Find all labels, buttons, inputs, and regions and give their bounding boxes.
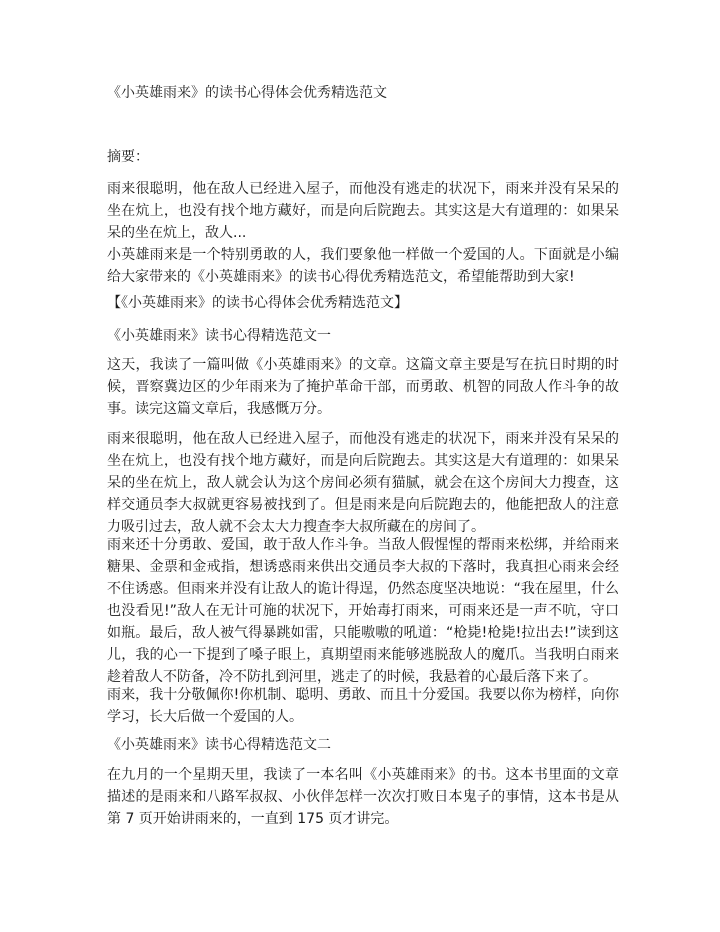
essay2-paragraph-1: 在九月的一个星期天里，我读了一本名叫《小英雄雨来》的书。这本书里面的文章描述的是雨来和八路军叔叔、小伙伴怎样一次次打败日本鬼子的事情，这本书是从第 7 页开始讲雨来的，一直到 175 页才讲完。	[107, 767, 619, 827]
essay1-paragraph-1: 这天，我读了一篇叫做《小英雄雨来》的文章。这篇文章主要是写在抗日时期的时候，晋察冀边区的少年雨来为了掩护革命干部，而勇敢、机智的同敌人作斗争的故事。读完这篇文章后，我感慨万分。	[107, 357, 619, 417]
abstract-label: 摘要：	[107, 149, 149, 165]
abstract-text: 雨来很聪明，他在敌人已经进入屋子，而他没有逃走的状况下，雨来并没有呆呆的坐在炕上，也没有找个地方藏好，而是向后院跑去。其实这是大有道理的：如果呆呆的坐在炕上，敌人...	[107, 181, 619, 241]
essay2-heading: 《小英雄雨来》读书心得精选范文二	[107, 737, 331, 753]
document-title: 《小英雄雨来》的读书心得体会优秀精选范文	[107, 85, 387, 101]
essay1-paragraph-4: 雨来，我十分敬佩你!你机制、聪明、勇敢、而且十分爱国。我要以你为榜样，向你学习，长大后做一个爱国的人。	[107, 687, 619, 725]
essay1-paragraph-3: 雨来还十分勇敢、爱国，敢于敌人作斗争。当敌人假惺惺的帮雨来松绑，并给雨来糖果、金票和金戒指，想诱惑雨来供出交通员李大叔的下落时，我真担心雨来会经不住诱惑。但雨来并没有让敌人的诡计得逞，仍然态度坚决地说：“我在屋里，什么也没看见!”敌人在无计可施的状况下，开始毒打雨来，可雨来还是一声不吭，守口如瓶。最后，敌人被气得暴跳如雷，只能嗷嗷的吼道：“枪毙!枪毙!拉出去!”读到这儿，我的心一下提到了嗓子眼上，真期望雨来能够逃脱敌人的魔爪。当我明白雨来趁着敌人不防备，冷不防扎到河里，逃走了的时候，我悬着的心最后落下来了。	[107, 537, 619, 685]
essay1-paragraph-2: 雨来很聪明，他在敌人已经进入屋子，而他没有逃走的状况下，雨来并没有呆呆的坐在炕上，也没有找个地方藏好，而是向后院跑去。其实这是大有道理的：如果呆呆的坐在炕上，敌人就会认为这个房间必须有猫腻，就会在这个房间大力搜查，这样交通员李大叔就更容易被找到了。但是雨来是向后院跑去的，他能把敌人的注意力吸引过去，敌人就不会太大力搜查李大叔所藏在的房间了。	[107, 431, 619, 535]
essay1-heading: 《小英雄雨来》读书心得精选范文一	[107, 328, 331, 344]
intro-paragraph: 小英雄雨来是一个特别勇敢的人，我们要象他一样做一个爱国的人。下面就是小编给大家带来的《小英雄雨来》的读书心得优秀精选范文，希望能帮助到大家!	[107, 247, 619, 285]
section-title: 【《小英雄雨来》的读书心得体会优秀精选范文】	[107, 295, 408, 311]
